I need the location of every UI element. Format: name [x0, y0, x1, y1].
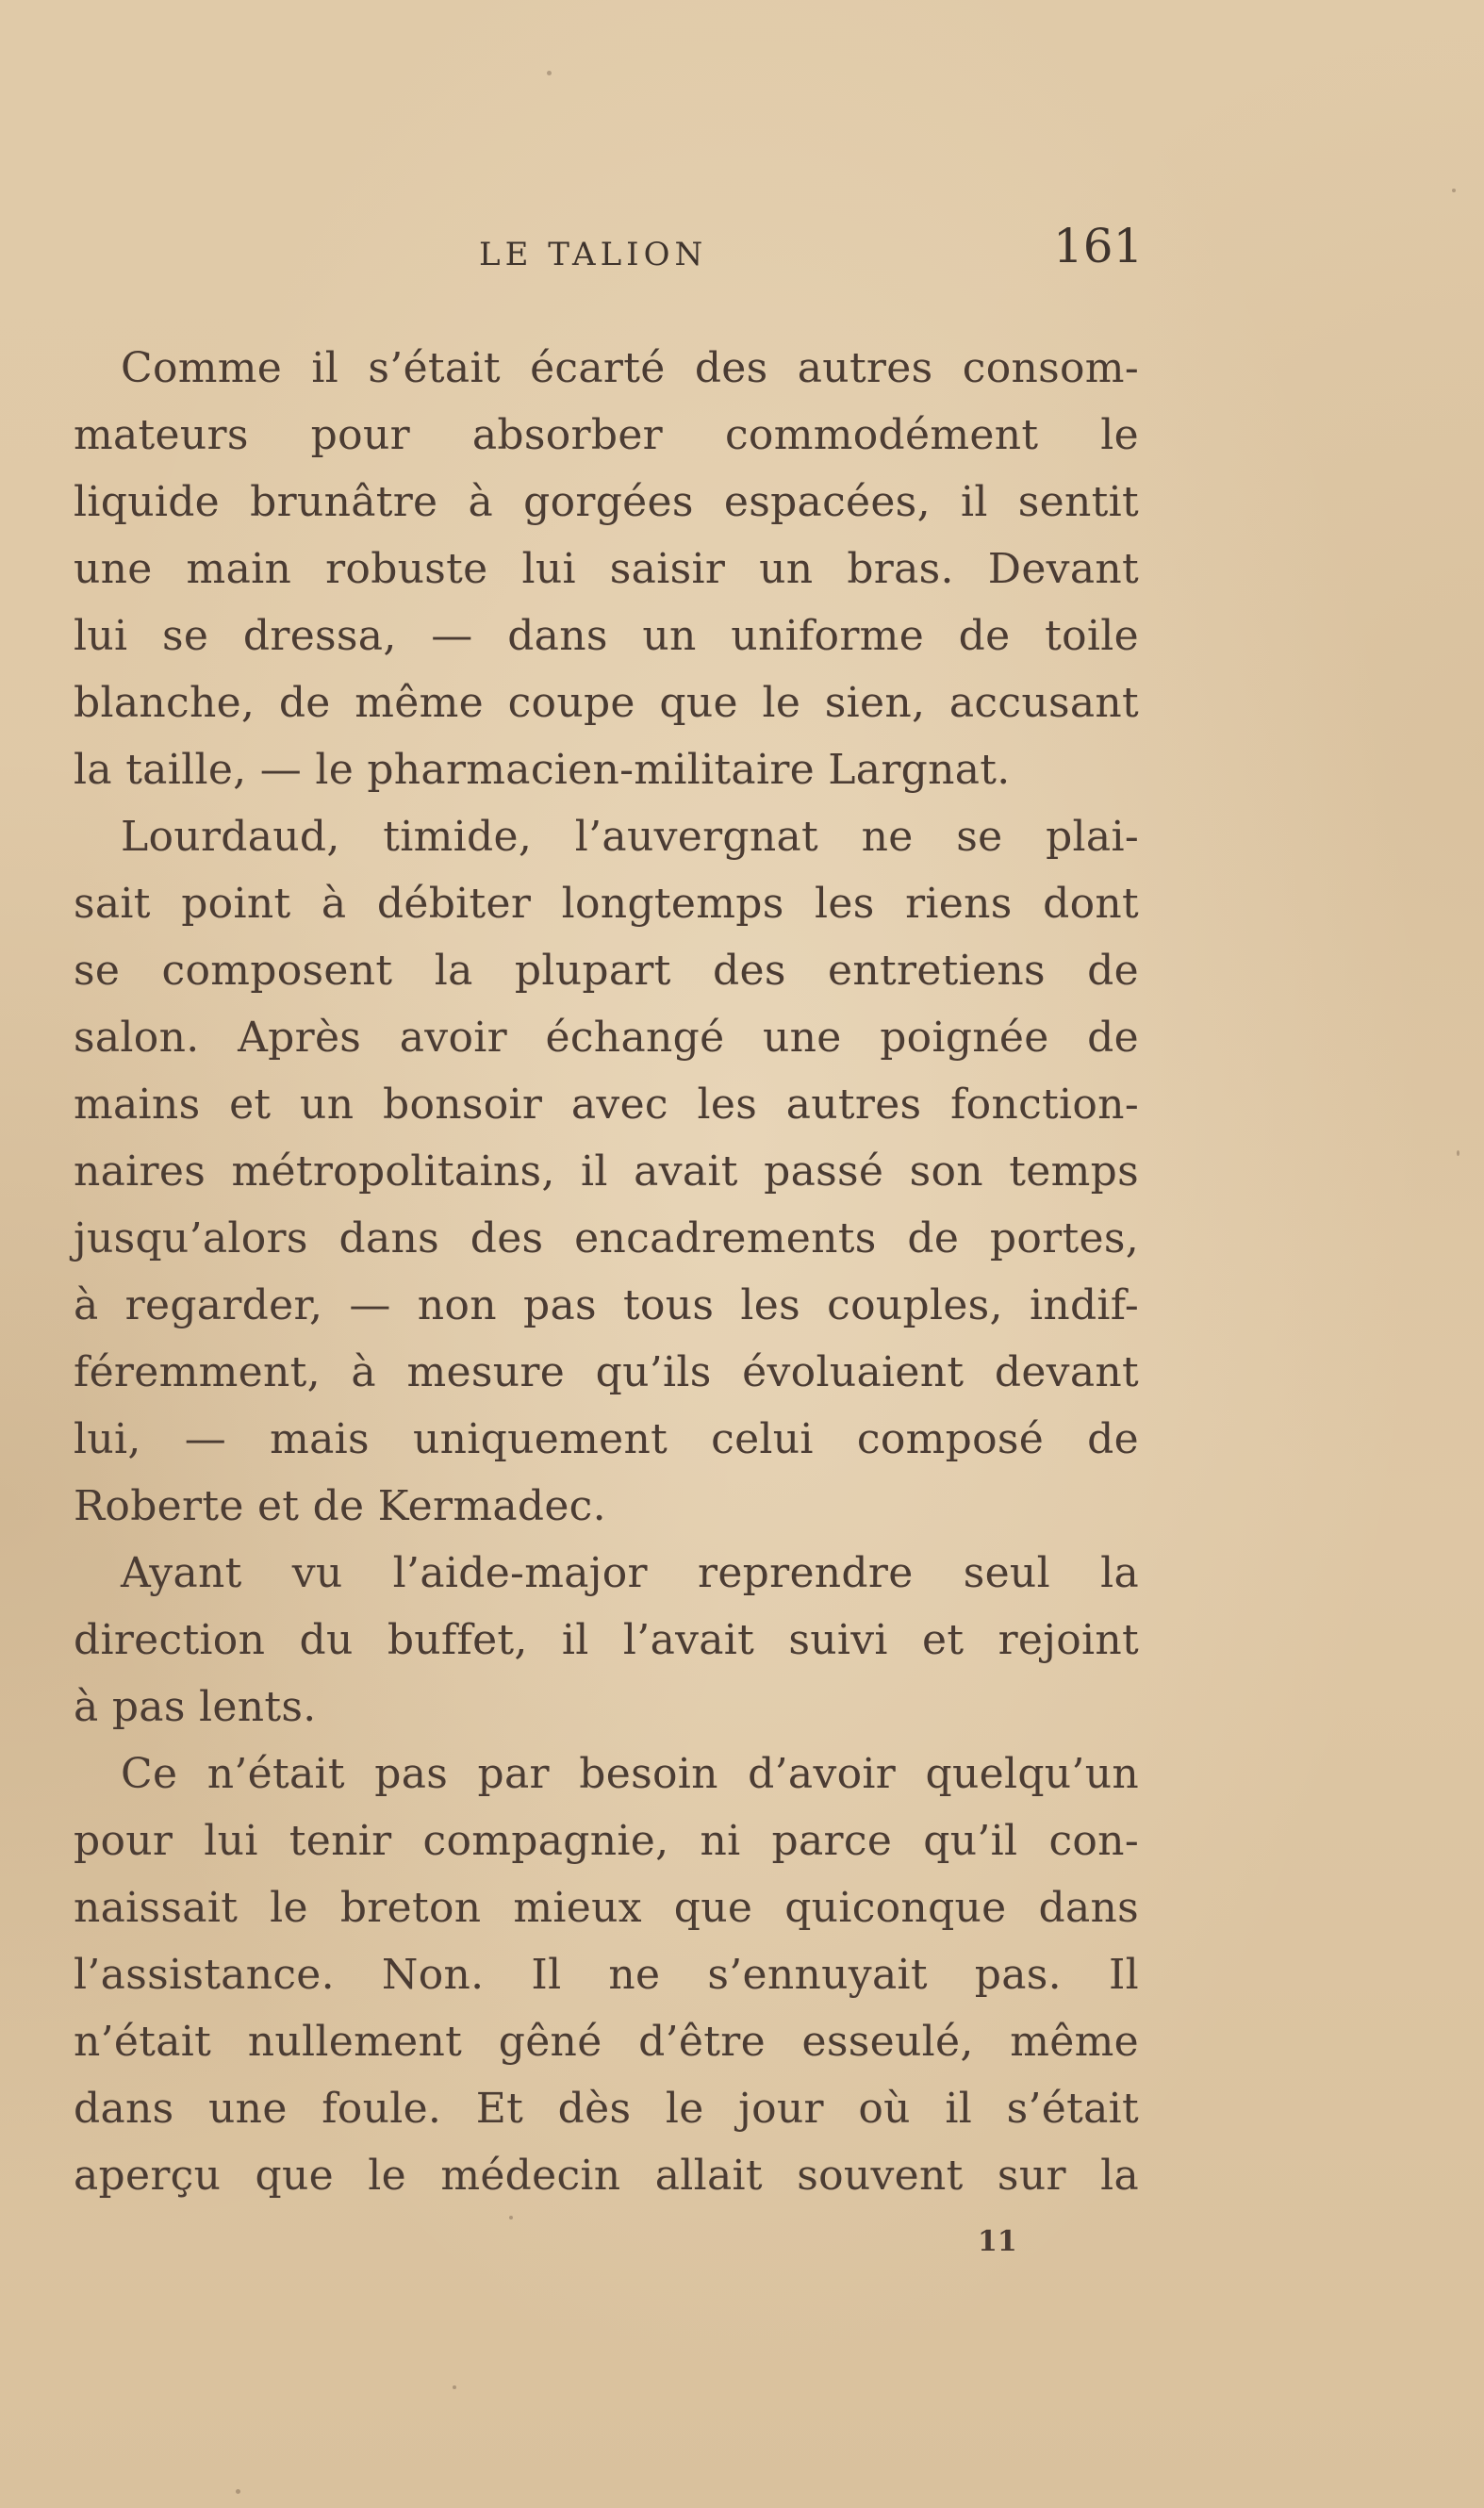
running-head: LE TALION [479, 236, 708, 273]
text-line: Ce n’était pas par besoin d’avoir quelqu’un [121, 1750, 1139, 1798]
text-line: aperçu que le médecin allait souvent sur la [74, 2152, 1139, 2200]
text-line: mateurs pour absorber commodément le [74, 411, 1139, 459]
text-line: sait point à débiter longtemps les riens dont [74, 880, 1139, 928]
text-line: Ayant vu l’aide-major reprendre seul la [121, 1549, 1139, 1597]
text-line: mains et un bonsoir avec les autres fonction- [74, 1081, 1139, 1129]
text-line: dans une foule. Et dès le jour où il s’était [74, 2085, 1139, 2133]
body-text [74, 335, 1139, 2209]
text-line: Lourdaud, timide, l’auvergnat ne se plai- [121, 813, 1139, 861]
paper-speck [453, 2385, 456, 2389]
text-line: l’assistance. Non. Il ne s’ennuyait pas. Il [74, 1951, 1139, 1999]
text-line: à regarder, — non pas tous les couples, indif- [74, 1281, 1139, 1329]
paper-speck [547, 71, 552, 75]
paragraph-2 [74, 803, 1139, 1540]
text-line: Roberte et de Kermadec. [74, 1482, 606, 1530]
paper-speck [1452, 189, 1456, 192]
text-line: jusqu’alors dans des encadrements de portes, [74, 1214, 1139, 1262]
text-line: une main robuste lui saisir un bras. Devant [74, 545, 1139, 593]
paper-speck [509, 2216, 513, 2219]
signature-mark: 11 [978, 2225, 1017, 2258]
text-line: se composent la plupart des entretiens de [74, 947, 1139, 995]
text-line: naissait le breton mieux que quiconque dans [74, 1884, 1139, 1932]
paper-speck [236, 2489, 240, 2494]
text-line: naires métropolitains, il avait passé son temps [74, 1147, 1139, 1196]
page-header [75, 219, 1144, 285]
page-number: 161 [1053, 219, 1144, 273]
text-line: lui se dressa, — dans un uniforme de toile [74, 612, 1139, 660]
text-line: la taille, — le pharmacien-militaire Largnat. [74, 746, 1011, 794]
text-line: direction du buffet, il l’avait suivi et rejoint [74, 1616, 1139, 1664]
text-line: liquide brunâtre à gorgées espacées, il sentit [74, 478, 1139, 526]
paragraph-3 [74, 1540, 1139, 1741]
text-line: blanche, de même coupe que le sien, accusant [74, 679, 1139, 727]
text-line: féremment, à mesure qu’ils évoluaient devant [74, 1348, 1139, 1396]
text-line: lui, — mais uniquement celui composé de [74, 1415, 1139, 1463]
paper-speck [1457, 1150, 1459, 1156]
text-line: n’était nullement gêné d’être esseulé, même [74, 2018, 1139, 2066]
text-line: Comme il s’était écarté des autres consom- [121, 344, 1139, 392]
text-line: à pas lents. [74, 1683, 317, 1731]
text-line: pour lui tenir compagnie, ni parce qu’il con- [74, 1817, 1139, 1865]
paragraph-1 [74, 335, 1139, 803]
text-line: salon. Après avoir échangé une poignée de [74, 1014, 1139, 1062]
paragraph-4 [74, 1741, 1139, 2209]
